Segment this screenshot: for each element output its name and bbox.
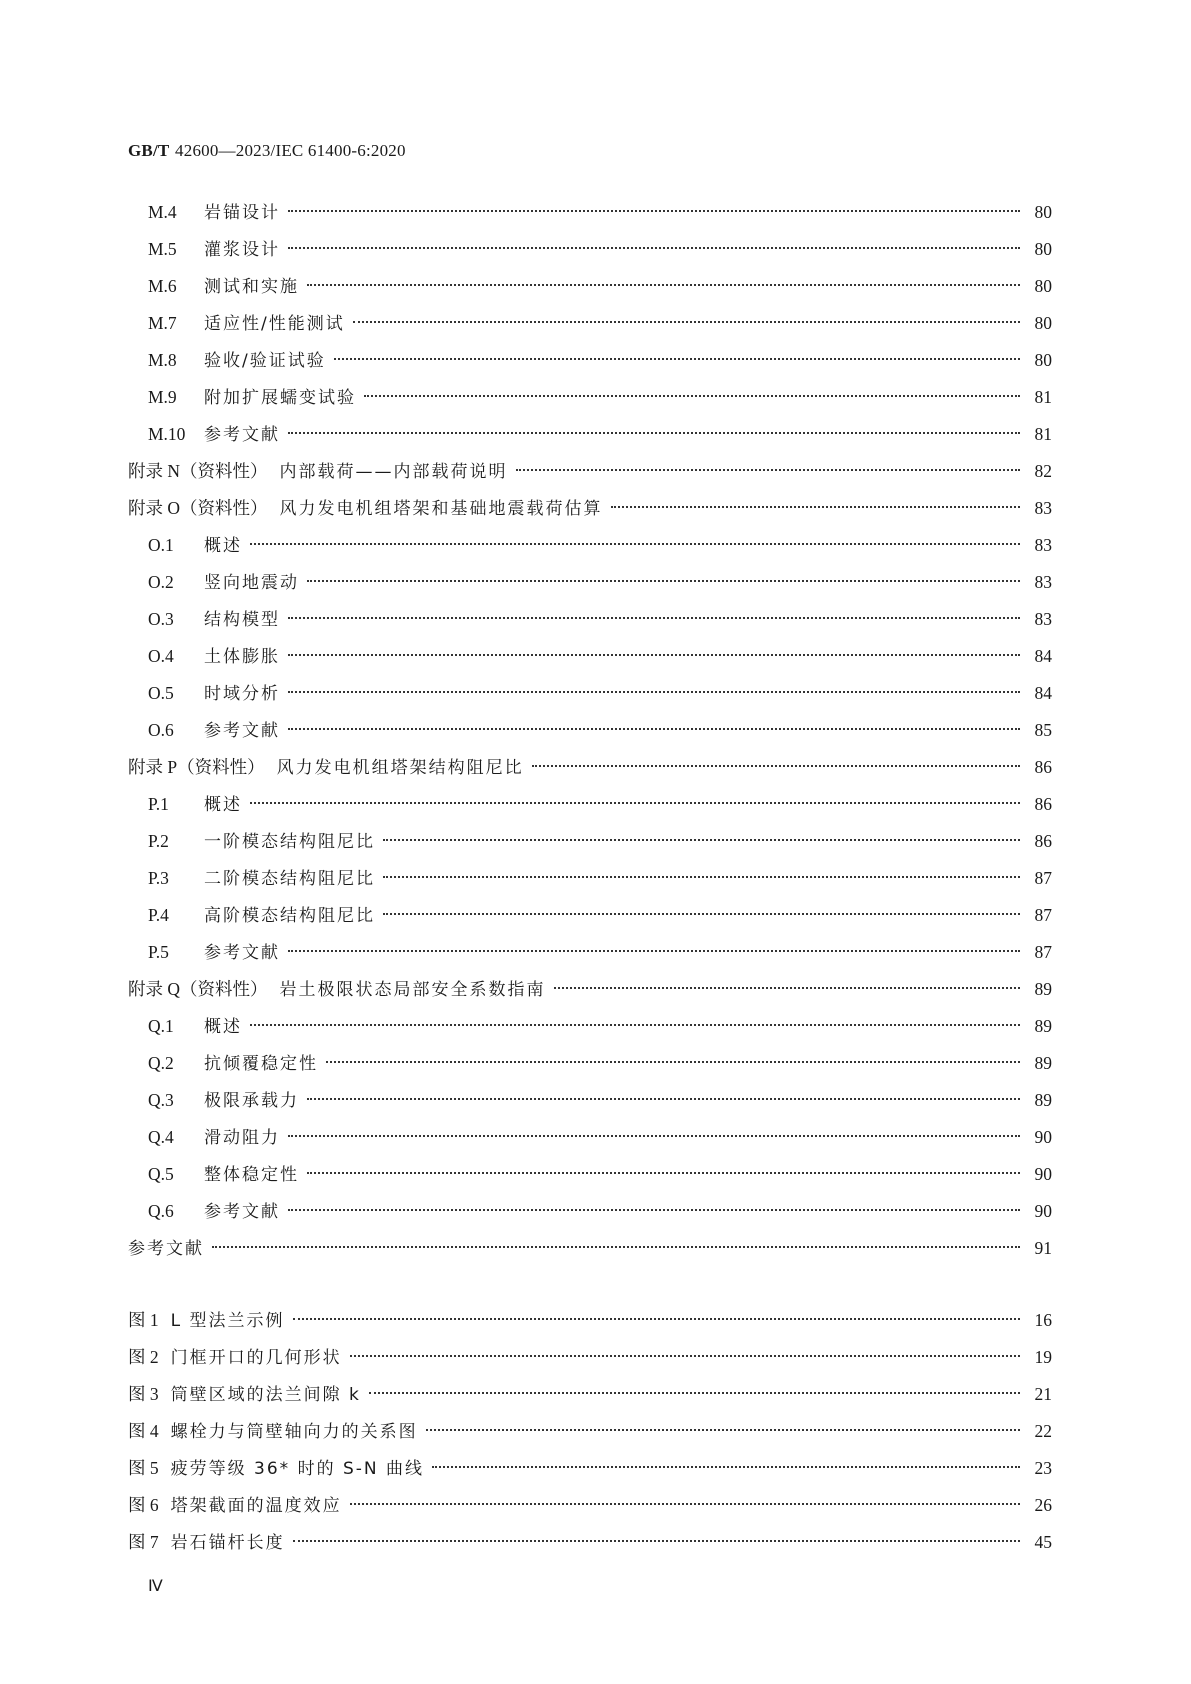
entry-number: M.7 bbox=[148, 313, 177, 333]
dot-leader bbox=[383, 876, 1020, 878]
entry-page-number: 87 bbox=[1034, 905, 1052, 925]
entry-page-number: 89 bbox=[1034, 1090, 1052, 1110]
dot-leader bbox=[334, 358, 1020, 360]
dot-leader bbox=[516, 469, 1020, 471]
toc-entry-annex[interactable] bbox=[128, 749, 1052, 786]
entry-title: 一阶模态结构阻尼比 bbox=[204, 832, 375, 852]
dot-leader bbox=[611, 506, 1020, 508]
entry-number: 图 3 bbox=[128, 1384, 159, 1404]
entry-title: 极限承载力 bbox=[204, 1091, 299, 1111]
entry-number: 图 5 bbox=[128, 1458, 159, 1478]
dot-leader bbox=[288, 210, 1020, 212]
entry-number: 图 4 bbox=[128, 1421, 159, 1441]
list-of-figures bbox=[128, 1302, 1052, 1561]
entry-number: M.6 bbox=[148, 276, 177, 296]
entry-number: Q.6 bbox=[148, 1201, 174, 1221]
entry-title: 内部载荷——内部载荷说明 bbox=[279, 462, 508, 482]
entry-title: 岩石锚杆长度 bbox=[170, 1533, 285, 1553]
dot-leader bbox=[288, 654, 1020, 656]
toc-entry-annex[interactable] bbox=[128, 971, 1052, 1008]
entry-number: O.2 bbox=[148, 572, 174, 592]
figure-entry[interactable] bbox=[128, 1302, 1052, 1339]
toc-entry-clause[interactable] bbox=[128, 1045, 1052, 1082]
entry-page-number: 80 bbox=[1034, 276, 1052, 296]
entry-number: P.5 bbox=[148, 942, 169, 962]
standard-code: GB/T bbox=[128, 141, 170, 160]
entry-page-number: 86 bbox=[1034, 831, 1052, 851]
entry-title: 测试和实施 bbox=[204, 277, 299, 297]
entry-number: M.10 bbox=[148, 424, 186, 444]
toc-entry-clause[interactable] bbox=[128, 564, 1052, 601]
dot-leader bbox=[288, 617, 1020, 619]
toc-entry-clause[interactable] bbox=[128, 1008, 1052, 1045]
entry-title: 适应性/性能测试 bbox=[204, 314, 345, 334]
dot-leader bbox=[293, 1540, 1020, 1542]
dot-leader bbox=[307, 1098, 1020, 1100]
entry-page-number: 21 bbox=[1034, 1384, 1052, 1404]
entry-title: 筒壁区域的法兰间隙 k bbox=[170, 1385, 361, 1405]
entry-page-number: 81 bbox=[1034, 424, 1052, 444]
dot-leader bbox=[353, 321, 1020, 323]
toc-entry-clause[interactable] bbox=[128, 897, 1052, 934]
entry-page-number: 89 bbox=[1034, 979, 1052, 999]
dot-leader bbox=[369, 1392, 1020, 1394]
toc-entry-clause[interactable] bbox=[128, 786, 1052, 823]
dot-leader bbox=[250, 543, 1020, 545]
dot-leader bbox=[426, 1429, 1020, 1431]
figure-entry[interactable] bbox=[128, 1413, 1052, 1450]
entry-number: O.3 bbox=[148, 609, 174, 629]
entry-number: 图 2 bbox=[128, 1347, 159, 1367]
dot-leader bbox=[532, 765, 1020, 767]
entry-page-number: 83 bbox=[1034, 498, 1052, 518]
entry-title: 岩锚设计 bbox=[204, 203, 280, 223]
toc-entry-clause[interactable] bbox=[128, 1082, 1052, 1119]
entry-title: 二阶模态结构阻尼比 bbox=[204, 869, 375, 889]
entry-number: 附录 Q（资料性） bbox=[128, 979, 268, 999]
entry-number: Q.1 bbox=[148, 1016, 174, 1036]
toc-entry-clause[interactable] bbox=[128, 601, 1052, 638]
dot-leader bbox=[432, 1466, 1020, 1468]
entry-page-number: 16 bbox=[1034, 1310, 1052, 1330]
toc-entry-clause[interactable] bbox=[128, 231, 1052, 268]
dot-leader bbox=[288, 691, 1020, 693]
toc-entry-annex[interactable] bbox=[128, 453, 1052, 490]
entry-page-number: 83 bbox=[1034, 609, 1052, 629]
dot-leader bbox=[383, 913, 1020, 915]
page-header bbox=[128, 141, 406, 161]
dot-leader bbox=[288, 432, 1020, 434]
entry-title: 参考文献 bbox=[204, 1202, 280, 1222]
entry-page-number: 91 bbox=[1034, 1238, 1052, 1258]
table-of-contents bbox=[128, 194, 1052, 1267]
entry-page-number: 84 bbox=[1034, 683, 1052, 703]
entry-number: 图 7 bbox=[128, 1532, 159, 1552]
entry-title: L 型法兰示例 bbox=[170, 1311, 285, 1331]
toc-entry-clause[interactable] bbox=[128, 823, 1052, 860]
figure-entry[interactable] bbox=[128, 1339, 1052, 1376]
dot-leader bbox=[326, 1061, 1020, 1063]
entry-number: Q.3 bbox=[148, 1090, 174, 1110]
toc-entry-clause[interactable] bbox=[128, 379, 1052, 416]
toc-entry-clause[interactable] bbox=[128, 1156, 1052, 1193]
page-number: Ⅳ bbox=[148, 1578, 162, 1595]
entry-page-number: 80 bbox=[1034, 202, 1052, 222]
toc-entry-clause[interactable] bbox=[128, 194, 1052, 231]
entry-page-number: 87 bbox=[1034, 942, 1052, 962]
toc-entry-clause[interactable] bbox=[128, 342, 1052, 379]
entry-number: 图 6 bbox=[128, 1495, 159, 1515]
dot-leader bbox=[554, 987, 1020, 989]
entry-page-number: 86 bbox=[1034, 794, 1052, 814]
toc-entry-clause[interactable] bbox=[128, 934, 1052, 971]
entry-number: 附录 N（资料性） bbox=[128, 461, 268, 481]
entry-title: 螺栓力与筒壁轴向力的关系图 bbox=[170, 1422, 418, 1442]
entry-number: M.5 bbox=[148, 239, 177, 259]
entry-title: 概述 bbox=[204, 795, 242, 815]
entry-number: M.8 bbox=[148, 350, 177, 370]
entry-title: 竖向地震动 bbox=[204, 573, 299, 593]
entry-title: 附加扩展蠕变试验 bbox=[204, 388, 356, 408]
entry-number: O.4 bbox=[148, 646, 174, 666]
entry-page-number: 89 bbox=[1034, 1053, 1052, 1073]
dot-leader bbox=[364, 395, 1020, 397]
dot-leader bbox=[288, 247, 1020, 249]
entry-page-number: 45 bbox=[1034, 1532, 1052, 1552]
toc-entry-clause[interactable] bbox=[128, 416, 1052, 453]
figure-entry[interactable] bbox=[128, 1524, 1052, 1561]
entry-page-number: 82 bbox=[1034, 461, 1052, 481]
entry-title: 风力发电机组塔架结构阻尼比 bbox=[276, 758, 524, 778]
dot-leader bbox=[250, 802, 1020, 804]
figure-entry[interactable] bbox=[128, 1450, 1052, 1487]
entry-number: 附录 O（资料性） bbox=[128, 498, 268, 518]
entry-page-number: 90 bbox=[1034, 1127, 1052, 1147]
dot-leader bbox=[307, 284, 1020, 286]
entry-title: 结构模型 bbox=[204, 610, 280, 630]
entry-page-number: 26 bbox=[1034, 1495, 1052, 1515]
entry-title: 参考文献 bbox=[204, 721, 280, 741]
entry-page-number: 90 bbox=[1034, 1201, 1052, 1221]
dot-leader bbox=[383, 839, 1020, 841]
entry-number: P.2 bbox=[148, 831, 169, 851]
dot-leader bbox=[307, 1172, 1020, 1174]
entry-number: 附录 P（资料性） bbox=[128, 757, 265, 777]
entry-page-number: 87 bbox=[1034, 868, 1052, 888]
entry-page-number: 80 bbox=[1034, 350, 1052, 370]
entry-page-number: 19 bbox=[1034, 1347, 1052, 1367]
entry-number: Q.4 bbox=[148, 1127, 174, 1147]
entry-title: 参考文献 bbox=[128, 1239, 204, 1259]
standard-number: 42600—2023/IEC 61400-6:2020 bbox=[175, 141, 406, 160]
entry-title: 滑动阻力 bbox=[204, 1128, 280, 1148]
dot-leader bbox=[250, 1024, 1020, 1026]
dot-leader bbox=[288, 728, 1020, 730]
entry-title: 门框开口的几何形状 bbox=[170, 1348, 342, 1368]
entry-title: 高阶模态结构阻尼比 bbox=[204, 906, 375, 926]
entry-title: 灌浆设计 bbox=[204, 240, 280, 260]
toc-entry-clause[interactable] bbox=[128, 268, 1052, 305]
entry-page-number: 81 bbox=[1034, 387, 1052, 407]
toc-entry-clause[interactable] bbox=[128, 1119, 1052, 1156]
figure-entry[interactable] bbox=[128, 1487, 1052, 1524]
dot-leader bbox=[350, 1503, 1020, 1505]
entry-title: 验收/验证试验 bbox=[204, 351, 326, 371]
entry-page-number: 22 bbox=[1034, 1421, 1052, 1441]
entry-page-number: 86 bbox=[1034, 757, 1052, 777]
toc-entry-clause[interactable] bbox=[128, 712, 1052, 749]
entry-title: 参考文献 bbox=[204, 425, 280, 445]
dot-leader bbox=[288, 1135, 1020, 1137]
dot-leader bbox=[350, 1355, 1020, 1357]
entry-page-number: 23 bbox=[1034, 1458, 1052, 1478]
entry-title: 岩土极限状态局部安全系数指南 bbox=[279, 980, 546, 1000]
entry-title: 整体稳定性 bbox=[204, 1165, 299, 1185]
entry-number: P.4 bbox=[148, 905, 169, 925]
entry-number: M.9 bbox=[148, 387, 177, 407]
dot-leader bbox=[307, 580, 1020, 582]
entry-page-number: 80 bbox=[1034, 239, 1052, 259]
toc-entry-annex[interactable] bbox=[128, 1230, 1052, 1267]
entry-number: Q.5 bbox=[148, 1164, 174, 1184]
entry-title: 时域分析 bbox=[204, 684, 280, 704]
entry-number: Q.2 bbox=[148, 1053, 174, 1073]
entry-number: P.1 bbox=[148, 794, 169, 814]
entry-number: 图 1 bbox=[128, 1310, 159, 1330]
entry-title: 参考文献 bbox=[204, 943, 280, 963]
entry-number: M.4 bbox=[148, 202, 177, 222]
entry-page-number: 84 bbox=[1034, 646, 1052, 666]
dot-leader bbox=[212, 1246, 1020, 1248]
entry-title: 土体膨胀 bbox=[204, 647, 280, 667]
entry-title: 疲劳等级 36* 时的 S-N 曲线 bbox=[170, 1459, 425, 1479]
toc-entry-annex[interactable] bbox=[128, 490, 1052, 527]
dot-leader bbox=[288, 1209, 1020, 1211]
entry-number: O.6 bbox=[148, 720, 174, 740]
entry-page-number: 83 bbox=[1034, 535, 1052, 555]
entry-title: 抗倾覆稳定性 bbox=[204, 1054, 318, 1074]
entry-title: 概述 bbox=[204, 536, 242, 556]
entry-title: 塔架截面的温度效应 bbox=[170, 1496, 342, 1516]
entry-page-number: 83 bbox=[1034, 572, 1052, 592]
dot-leader bbox=[288, 950, 1020, 952]
toc-entry-clause[interactable] bbox=[128, 527, 1052, 564]
entry-number: O.1 bbox=[148, 535, 174, 555]
toc-entry-clause[interactable] bbox=[128, 638, 1052, 675]
entry-number: P.3 bbox=[148, 868, 169, 888]
entry-title: 风力发电机组塔架和基础地震载荷估算 bbox=[279, 499, 603, 519]
toc-entry-clause[interactable] bbox=[128, 675, 1052, 712]
toc-entry-clause[interactable] bbox=[128, 305, 1052, 342]
entry-page-number: 89 bbox=[1034, 1016, 1052, 1036]
entry-title: 概述 bbox=[204, 1017, 242, 1037]
toc-entry-clause[interactable] bbox=[128, 1193, 1052, 1230]
toc-entry-clause[interactable] bbox=[128, 860, 1052, 897]
dot-leader bbox=[293, 1318, 1021, 1320]
entry-page-number: 90 bbox=[1034, 1164, 1052, 1184]
figure-entry[interactable] bbox=[128, 1376, 1052, 1413]
entry-number: O.5 bbox=[148, 683, 174, 703]
entry-page-number: 85 bbox=[1034, 720, 1052, 740]
entry-page-number: 80 bbox=[1034, 313, 1052, 333]
